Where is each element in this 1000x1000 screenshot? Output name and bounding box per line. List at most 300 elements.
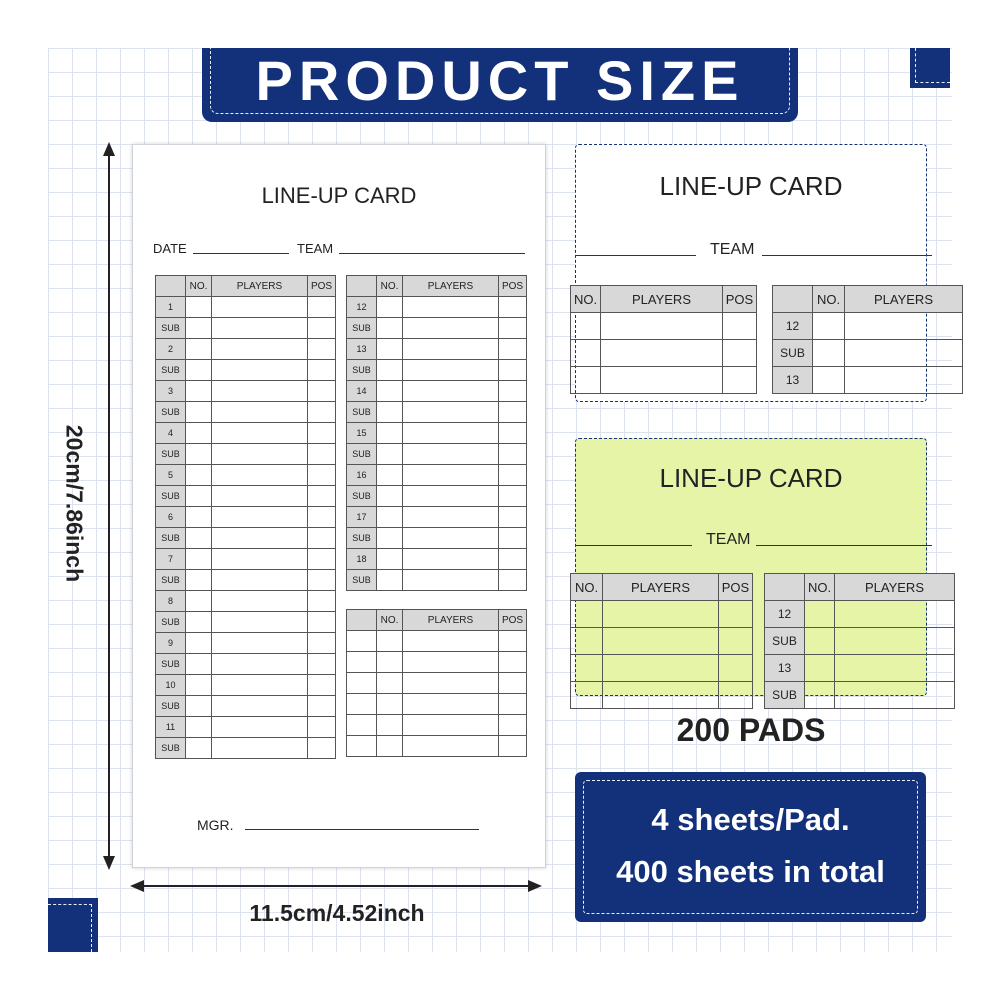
row-number: 9 (156, 633, 186, 654)
cell (403, 402, 499, 423)
table-row (773, 340, 963, 367)
corner-decoration-top-right (910, 48, 950, 88)
corner-stitch (915, 48, 950, 83)
cell (805, 601, 835, 628)
cell (377, 652, 403, 673)
cell (835, 655, 955, 682)
cell (377, 631, 403, 652)
lineup-table-left (155, 275, 336, 759)
cell (499, 673, 527, 694)
cell (212, 570, 308, 591)
row-sub: SUB (765, 628, 805, 655)
row-label-blank (347, 631, 377, 652)
cell (377, 528, 403, 549)
cell (212, 654, 308, 675)
cell (603, 628, 719, 655)
height-dimension-line (108, 146, 110, 868)
cell (212, 318, 308, 339)
cell (403, 507, 499, 528)
table-row (156, 444, 336, 465)
arrow-right-icon (528, 880, 542, 892)
row-label-blank (347, 652, 377, 673)
row-number: 11 (156, 717, 186, 738)
cell (845, 340, 963, 367)
table-row (571, 367, 757, 394)
zoom-green-card (574, 438, 927, 702)
header-players: PLAYERS (603, 574, 719, 601)
table-row (347, 465, 527, 486)
cell (212, 549, 308, 570)
cell (308, 486, 336, 507)
table-row (156, 654, 336, 675)
row-sub: SUB (156, 360, 186, 381)
cell (377, 549, 403, 570)
row-number: 12 (765, 601, 805, 628)
cell (186, 465, 212, 486)
cell (308, 423, 336, 444)
header-blank (347, 276, 377, 297)
row-sub: SUB (156, 612, 186, 633)
cell (377, 736, 403, 757)
cell (212, 675, 308, 696)
team-line-left (576, 545, 692, 546)
cell (186, 444, 212, 465)
cell (571, 601, 603, 628)
table-row (347, 652, 527, 673)
team-label: TEAM (297, 241, 334, 256)
cell (308, 696, 336, 717)
cell (186, 549, 212, 570)
cell (603, 655, 719, 682)
header-players: PLAYERS (403, 276, 499, 297)
info-stitch (583, 780, 918, 914)
team-line-right (756, 545, 932, 546)
width-dimension-line (136, 885, 536, 887)
row-number: 6 (156, 507, 186, 528)
cell (499, 715, 527, 736)
cell (308, 675, 336, 696)
cell (499, 297, 527, 318)
cell (835, 682, 955, 709)
cell (499, 652, 527, 673)
cell (186, 528, 212, 549)
cell (186, 738, 212, 759)
cell (212, 717, 308, 738)
row-label-blank (347, 694, 377, 715)
cell (835, 601, 955, 628)
zoom-team-label: TEAM (710, 241, 755, 258)
cell (403, 339, 499, 360)
header-blank (347, 610, 377, 631)
table-row (156, 297, 336, 318)
table-row (156, 402, 336, 423)
row-number: 2 (156, 339, 186, 360)
cell (813, 313, 845, 340)
team-line (339, 253, 525, 254)
table-row (156, 549, 336, 570)
row-sub: SUB (156, 402, 186, 423)
table-row (156, 696, 336, 717)
row-number: 8 (156, 591, 186, 612)
table-row (156, 675, 336, 696)
cell (403, 570, 499, 591)
cell (603, 601, 719, 628)
table-row (347, 549, 527, 570)
cell (308, 444, 336, 465)
cell (186, 633, 212, 654)
table-row (347, 570, 527, 591)
cell (723, 367, 757, 394)
header-pos: POS (719, 574, 753, 601)
cell (377, 297, 403, 318)
cell (377, 318, 403, 339)
cell (499, 694, 527, 715)
cell (186, 381, 212, 402)
cell (403, 631, 499, 652)
cell (571, 340, 601, 367)
table-row (156, 738, 336, 759)
card-title: LINE-UP CARD (261, 183, 417, 208)
row-sub: SUB (156, 486, 186, 507)
cell (308, 612, 336, 633)
cell (308, 528, 336, 549)
cell (308, 381, 336, 402)
cell (601, 340, 723, 367)
header-players: PLAYERS (601, 286, 723, 313)
header-no: NO. (571, 286, 601, 313)
cell (499, 360, 527, 381)
row-number: 7 (156, 549, 186, 570)
cell (377, 465, 403, 486)
table-row (347, 507, 527, 528)
row-number: 17 (347, 507, 377, 528)
table-row (765, 628, 955, 655)
sheets-total: 400 sheets in total (616, 854, 885, 889)
row-number: 3 (156, 381, 186, 402)
row-sub: SUB (347, 318, 377, 339)
cell (377, 694, 403, 715)
cell (186, 297, 212, 318)
team-line-right (762, 255, 932, 256)
arrow-left-icon (130, 880, 144, 892)
cell (308, 360, 336, 381)
cell (601, 313, 723, 340)
cell (499, 339, 527, 360)
table-row (347, 444, 527, 465)
height-label: 20cm/7.86inch (61, 424, 88, 583)
table-row (571, 601, 753, 628)
row-number: 13 (765, 655, 805, 682)
date-label: DATE (153, 241, 187, 256)
cell (308, 717, 336, 738)
row-number: 16 (347, 465, 377, 486)
cell (186, 402, 212, 423)
cell (499, 402, 527, 423)
header-pos: POS (723, 286, 757, 313)
row-sub: SUB (156, 654, 186, 675)
cell (403, 486, 499, 507)
cell (186, 339, 212, 360)
width-label: 11.5cm/4.52inch (249, 900, 425, 926)
lineup-card (132, 144, 546, 868)
row-sub: SUB (156, 528, 186, 549)
cell (212, 402, 308, 423)
table-row (156, 465, 336, 486)
table-row (571, 313, 757, 340)
table-row (347, 297, 527, 318)
arrow-down-icon (103, 856, 115, 870)
cell (308, 465, 336, 486)
table-row (156, 381, 336, 402)
table-row (156, 486, 336, 507)
cell (308, 297, 336, 318)
cell (377, 570, 403, 591)
date-line (193, 253, 289, 254)
cell (377, 381, 403, 402)
cell (499, 486, 527, 507)
header-players: PLAYERS (212, 276, 308, 297)
cell (308, 654, 336, 675)
table-row (156, 612, 336, 633)
cell (212, 507, 308, 528)
table-row (773, 367, 963, 394)
cell (403, 423, 499, 444)
cell (377, 402, 403, 423)
cell (499, 444, 527, 465)
table-row (347, 631, 527, 652)
table-row (156, 360, 336, 381)
sheets-info-box (575, 772, 926, 922)
row-number: 13 (773, 367, 813, 394)
header-no: NO. (186, 276, 212, 297)
table-row (156, 423, 336, 444)
cell (403, 715, 499, 736)
cell (186, 696, 212, 717)
cell (813, 367, 845, 394)
table-row (347, 486, 527, 507)
zoom-table-left (570, 573, 753, 709)
cell (571, 682, 603, 709)
header-players: PLAYERS (845, 286, 963, 313)
cell (212, 339, 308, 360)
cell (308, 633, 336, 654)
table-row (156, 570, 336, 591)
row-number: 15 (347, 423, 377, 444)
cell (308, 318, 336, 339)
table-row (347, 694, 527, 715)
cell (308, 591, 336, 612)
cell (499, 507, 527, 528)
cell (186, 717, 212, 738)
cell (813, 340, 845, 367)
cell (186, 654, 212, 675)
corner-stitch (48, 904, 92, 952)
row-sub: SUB (156, 696, 186, 717)
row-sub: SUB (765, 682, 805, 709)
cell (499, 528, 527, 549)
cell (499, 423, 527, 444)
table-row (347, 715, 527, 736)
table-row (347, 381, 527, 402)
cell (377, 444, 403, 465)
table-row (156, 339, 336, 360)
lineup-table-right (346, 275, 527, 591)
cell (403, 736, 499, 757)
row-label-blank (347, 736, 377, 757)
header-players: PLAYERS (403, 610, 499, 631)
cell (308, 549, 336, 570)
cell (186, 675, 212, 696)
cell (723, 340, 757, 367)
cell (377, 423, 403, 444)
header-blank (765, 574, 805, 601)
header-blank (156, 276, 186, 297)
row-sub: SUB (347, 360, 377, 381)
row-number: 1 (156, 297, 186, 318)
corner-decoration-bottom-left (48, 898, 98, 952)
pads-count: 200 PADS (676, 712, 826, 748)
cell (212, 591, 308, 612)
table-row (347, 360, 527, 381)
cell (603, 682, 719, 709)
header-blank (773, 286, 813, 313)
row-number: 4 (156, 423, 186, 444)
row-sub: SUB (156, 444, 186, 465)
arrow-up-icon (103, 142, 115, 156)
cell (308, 402, 336, 423)
cell (499, 570, 527, 591)
table-row (571, 682, 753, 709)
cell (571, 628, 603, 655)
cell (845, 367, 963, 394)
row-number: 18 (347, 549, 377, 570)
cell (403, 673, 499, 694)
header-no: NO. (571, 574, 603, 601)
header-no: NO. (813, 286, 845, 313)
zoom-team-label: TEAM (706, 531, 751, 548)
cell (186, 591, 212, 612)
cell (308, 507, 336, 528)
row-sub: SUB (773, 340, 813, 367)
table-row (765, 601, 955, 628)
cell (212, 612, 308, 633)
cell (719, 682, 753, 709)
cell (212, 297, 308, 318)
table-row (347, 318, 527, 339)
row-sub: SUB (156, 318, 186, 339)
header-no: NO. (377, 276, 403, 297)
cell (377, 715, 403, 736)
cell (719, 655, 753, 682)
cell (212, 738, 308, 759)
table-row (347, 402, 527, 423)
header-pos: POS (308, 276, 336, 297)
cell (377, 486, 403, 507)
table-row (156, 717, 336, 738)
table-row (347, 528, 527, 549)
table-row (571, 340, 757, 367)
row-sub: SUB (347, 402, 377, 423)
row-number: 13 (347, 339, 377, 360)
zoom-card-title: LINE-UP CARD (659, 171, 843, 201)
cell (403, 444, 499, 465)
row-number: 10 (156, 675, 186, 696)
cell (212, 381, 308, 402)
header-pos: POS (499, 610, 527, 631)
sheets-per-pad: 4 sheets/Pad. (651, 802, 850, 837)
cell (212, 444, 308, 465)
row-label-blank (347, 715, 377, 736)
cell (186, 423, 212, 444)
row-number: 12 (773, 313, 813, 340)
header-pos: POS (499, 276, 527, 297)
table-row (347, 673, 527, 694)
header-no: NO. (377, 610, 403, 631)
cell (499, 631, 527, 652)
header-players: PLAYERS (835, 574, 955, 601)
cell (723, 313, 757, 340)
cell (499, 736, 527, 757)
row-sub: SUB (347, 570, 377, 591)
cell (212, 465, 308, 486)
cell (403, 465, 499, 486)
table-row (156, 633, 336, 654)
cell (377, 360, 403, 381)
cell (308, 738, 336, 759)
table-row (156, 591, 336, 612)
row-label-blank (347, 673, 377, 694)
table-row (156, 318, 336, 339)
cell (805, 655, 835, 682)
cell (212, 696, 308, 717)
cell (377, 673, 403, 694)
cell (499, 381, 527, 402)
cell (499, 318, 527, 339)
table-row (773, 313, 963, 340)
zoom-table-right (772, 285, 963, 394)
cell (186, 360, 212, 381)
cell (212, 360, 308, 381)
cell (186, 570, 212, 591)
header-no: NO. (805, 574, 835, 601)
row-number: 12 (347, 297, 377, 318)
product-size-banner (202, 48, 798, 122)
cell (719, 628, 753, 655)
table-row (765, 655, 955, 682)
cell (845, 313, 963, 340)
row-sub: SUB (156, 738, 186, 759)
cell (403, 652, 499, 673)
cell (805, 628, 835, 655)
lineup-table-extra (346, 609, 527, 757)
cell (719, 601, 753, 628)
cell (403, 297, 499, 318)
cell (308, 339, 336, 360)
cell (308, 570, 336, 591)
cell (377, 339, 403, 360)
row-sub: SUB (347, 486, 377, 507)
cell (212, 633, 308, 654)
cell (212, 423, 308, 444)
cell (499, 465, 527, 486)
cell (403, 549, 499, 570)
table-row (347, 736, 527, 757)
cell (571, 313, 601, 340)
zoom-table-right (764, 573, 955, 709)
row-sub: SUB (156, 570, 186, 591)
cell (186, 318, 212, 339)
cell (571, 655, 603, 682)
